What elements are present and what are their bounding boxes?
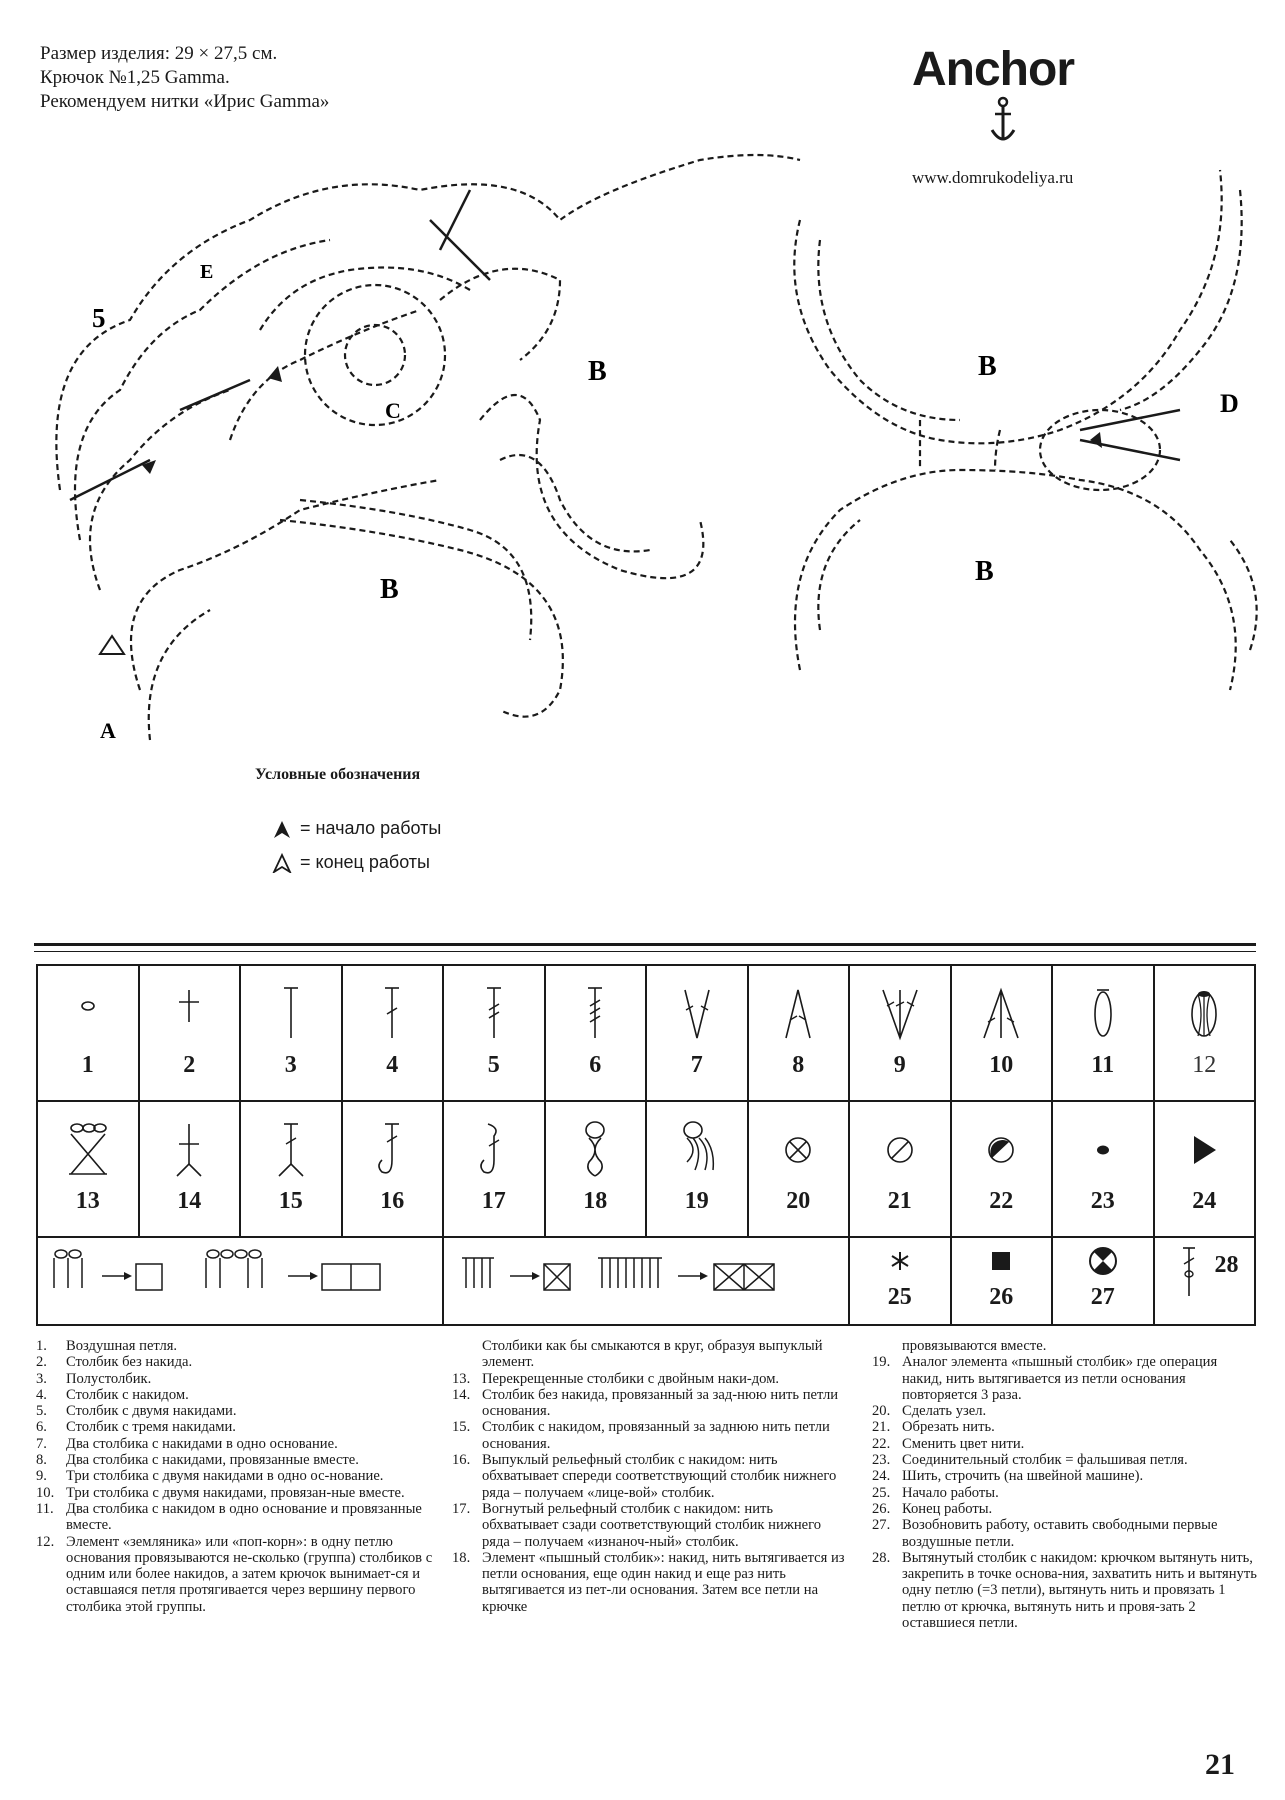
symbol-cell bbox=[952, 966, 1052, 1100]
symbol-number: 8 bbox=[792, 1052, 805, 1078]
symbol-cell bbox=[749, 966, 849, 1100]
description-number: 20. bbox=[872, 1403, 891, 1420]
description-number: 12. bbox=[36, 1533, 55, 1550]
symbol-number: 13 bbox=[75, 1188, 100, 1214]
end-square-icon bbox=[986, 1246, 1016, 1276]
symbol-cell bbox=[749, 1102, 849, 1236]
label-e: E bbox=[200, 261, 214, 283]
description-text: Аналог элемента «пышный столбик» где операция накид, нить вытягивается из петли основания повторяется 3 раза. bbox=[902, 1354, 1218, 1403]
description-number: 1. bbox=[36, 1338, 47, 1354]
info-size: Размер изделия: 29 × 27,5 см. bbox=[40, 43, 278, 64]
symbol-cell bbox=[1155, 1102, 1255, 1236]
description-text: Столбик с тремя накидами. bbox=[66, 1419, 236, 1436]
description-item bbox=[36, 1371, 436, 1387]
description-number: 24. bbox=[872, 1468, 891, 1485]
legend-title: Условные обозначения bbox=[255, 766, 421, 783]
col3-continuation: провязываются вместе. bbox=[902, 1338, 1047, 1354]
half-double-icon bbox=[271, 984, 311, 1044]
col2-continuation: Столбики как бы смыкаются в круг, образуя выпуклый элемент. bbox=[482, 1338, 823, 1371]
decrease-3-icon bbox=[978, 984, 1024, 1044]
double-treble-icon bbox=[575, 984, 615, 1044]
descriptions-col3 bbox=[872, 1338, 1257, 1631]
description-number: 22. bbox=[872, 1435, 891, 1452]
brand-logo: Anchor bbox=[912, 43, 1074, 96]
description-text: Два столбика с накидами, провязанные вместе. bbox=[66, 1452, 359, 1469]
block-1-2-legend bbox=[37, 1237, 443, 1325]
back-post-icon bbox=[474, 1120, 514, 1180]
description-text: Возобновить работу, оставить свободными первые воздушные петли. bbox=[902, 1517, 1218, 1550]
symbol-cell bbox=[850, 966, 950, 1100]
symbol-cell bbox=[38, 1102, 138, 1236]
description-item bbox=[36, 1354, 436, 1370]
symbol-number: 21 bbox=[887, 1188, 912, 1214]
description-text: Полустолбик. bbox=[66, 1370, 152, 1387]
symbol-number: 15 bbox=[278, 1188, 303, 1214]
slip-stitch-icon bbox=[1083, 1120, 1123, 1180]
divider-thin bbox=[34, 951, 1256, 952]
double-crochet-icon bbox=[372, 984, 412, 1044]
description-number: 26. bbox=[872, 1500, 891, 1517]
description-item bbox=[872, 1354, 1257, 1403]
v-stitch-icon bbox=[677, 984, 717, 1044]
puff-stitch-icon bbox=[575, 1120, 615, 1180]
puff-stitch-3-icon bbox=[675, 1120, 719, 1180]
symbol-cell bbox=[952, 1102, 1052, 1236]
back-loop-dc-icon bbox=[271, 1120, 311, 1180]
description-text: Два столбика с накидом в одно основание и провязанные вместе. bbox=[66, 1500, 422, 1534]
description-item bbox=[872, 1436, 1257, 1452]
start-arrow-icon bbox=[272, 819, 292, 839]
description-number: 5. bbox=[36, 1403, 47, 1420]
description-item bbox=[36, 1419, 436, 1435]
legend-end-label: = конец работы bbox=[300, 852, 430, 872]
description-number: 15. bbox=[452, 1419, 471, 1436]
symbol-number: 16 bbox=[380, 1188, 405, 1214]
crochet-diagram bbox=[0, 130, 1285, 810]
extended-dc-icon bbox=[1175, 1244, 1209, 1304]
block-filled-icon bbox=[446, 1238, 846, 1308]
description-item bbox=[872, 1468, 1257, 1484]
description-number: 4. bbox=[36, 1386, 47, 1403]
symbol-cell-27 bbox=[1052, 1237, 1154, 1325]
description-number: 8. bbox=[36, 1452, 47, 1469]
symbol-cell-25 bbox=[849, 1237, 951, 1325]
description-item bbox=[36, 1436, 436, 1452]
popcorn-icon bbox=[1184, 984, 1224, 1044]
symbol-table bbox=[36, 964, 1256, 1326]
symbol-cell bbox=[241, 1102, 341, 1236]
symbol-number: 12 bbox=[1192, 1052, 1217, 1078]
decrease-2-icon bbox=[778, 984, 818, 1044]
symbol-cell bbox=[1053, 1102, 1153, 1236]
symbol-number: 20 bbox=[786, 1188, 811, 1214]
description-number: 18. bbox=[452, 1549, 471, 1566]
description-number: 19. bbox=[872, 1354, 891, 1371]
label-5: 5 bbox=[92, 303, 106, 333]
description-item bbox=[36, 1468, 436, 1484]
end-arrow-icon bbox=[272, 853, 292, 873]
symbol-number: 17 bbox=[481, 1188, 506, 1214]
description-text: Столбик с накидом. bbox=[66, 1386, 189, 1403]
description-number: 9. bbox=[36, 1468, 47, 1485]
description-text: Воздушная петля. bbox=[66, 1338, 178, 1354]
description-text: Два столбика с накидами в одно основание. bbox=[66, 1435, 338, 1452]
description-text: Соединительный столбик = фальшивая петля. bbox=[902, 1452, 1188, 1469]
symbol-cell bbox=[1053, 966, 1153, 1100]
sew-icon bbox=[1184, 1120, 1224, 1180]
treble-crochet-icon bbox=[474, 984, 514, 1044]
cut-thread-icon bbox=[880, 1120, 920, 1180]
symbol-number: 24 bbox=[1192, 1188, 1217, 1214]
description-number: 21. bbox=[872, 1419, 891, 1436]
symbol-cell bbox=[140, 1102, 240, 1236]
resume-work-icon bbox=[1086, 1244, 1120, 1278]
symbol-cell bbox=[444, 966, 544, 1100]
symbol-number: 9 bbox=[893, 1052, 906, 1078]
description-item bbox=[452, 1452, 852, 1501]
description-item bbox=[872, 1403, 1257, 1419]
description-text: Сделать узел. bbox=[902, 1403, 987, 1420]
divider-thick bbox=[34, 943, 1256, 946]
description-number: 23. bbox=[872, 1452, 891, 1469]
description-text: Выпуклый рельефный столбик с накидом: нить обхватывает спереди соответствующий столбик нижнего ряда – получаем «лице-вой» столбик. bbox=[482, 1452, 837, 1501]
symbol-number: 14 bbox=[177, 1188, 202, 1214]
description-text: Перекрещенные столбики с двойным наки-дом. bbox=[482, 1370, 780, 1387]
description-number: 13. bbox=[452, 1370, 471, 1387]
symbol-number: 18 bbox=[583, 1188, 608, 1214]
symbol-cell bbox=[140, 966, 240, 1100]
symbol-cell bbox=[546, 1102, 646, 1236]
info-hook: Крючок №1,25 Gamma. bbox=[40, 67, 230, 88]
symbol-cell bbox=[343, 1102, 443, 1236]
symbol-number: 7 bbox=[690, 1052, 703, 1078]
symbol-number: 6 bbox=[589, 1052, 602, 1078]
symbol-cell bbox=[546, 966, 646, 1100]
legend-start-label: = начало работы bbox=[300, 818, 442, 838]
back-loop-sc-icon bbox=[169, 1120, 209, 1180]
label-a: A bbox=[100, 718, 116, 743]
symbol-number: 10 bbox=[989, 1052, 1014, 1078]
descriptions-col2 bbox=[452, 1338, 852, 1615]
symbol-cell bbox=[850, 1102, 950, 1236]
description-number: 3. bbox=[36, 1370, 47, 1387]
description-number: 7. bbox=[36, 1435, 47, 1452]
symbol-number: 3 bbox=[284, 1052, 297, 1078]
description-text: Столбик без накида. bbox=[66, 1354, 193, 1371]
project-info bbox=[40, 42, 329, 114]
description-item bbox=[36, 1387, 436, 1403]
start-star-icon bbox=[885, 1246, 915, 1276]
description-text: Начало работы. bbox=[902, 1484, 999, 1501]
description-number: 11. bbox=[36, 1500, 54, 1517]
label-b-right-lower: B bbox=[975, 556, 994, 587]
description-item bbox=[36, 1534, 436, 1615]
description-item bbox=[872, 1452, 1257, 1468]
description-text: Сменить цвет нити. bbox=[902, 1435, 1025, 1452]
front-post-icon bbox=[372, 1120, 412, 1180]
description-number: 27. bbox=[872, 1517, 891, 1534]
description-number: 6. bbox=[36, 1419, 47, 1436]
description-item bbox=[36, 1403, 436, 1419]
symbol-cell-28 bbox=[1154, 1237, 1256, 1325]
description-item bbox=[872, 1517, 1257, 1550]
description-text: Шить, строчить (на швейной машине). bbox=[902, 1468, 1144, 1485]
description-item bbox=[36, 1485, 436, 1501]
symbol-cell bbox=[1155, 966, 1255, 1100]
info-yarn: Рекомендуем нитки «Ирис Gamma» bbox=[40, 91, 330, 112]
symbol-number: 4 bbox=[386, 1052, 399, 1078]
symbol-cell bbox=[38, 966, 138, 1100]
description-item bbox=[872, 1419, 1257, 1435]
description-number: 2. bbox=[36, 1354, 47, 1371]
symbol-number: 26 bbox=[989, 1284, 1014, 1310]
description-item bbox=[452, 1419, 852, 1452]
symbol-number: 25 bbox=[887, 1284, 912, 1310]
symbol-cell-26 bbox=[951, 1237, 1053, 1325]
description-text: Элемент «пышный столбик»: накид, нить вытягивается из петли основания, еще один накид и еще раз нить вытягивается из пет-ли основания. Затем все петли на крючке bbox=[482, 1549, 845, 1615]
chain-stitch-icon bbox=[68, 984, 108, 1034]
description-text: Вогнутый рельефный столбик с накидом: нить обхватывает сзади соответствующий столбик нижнего ряда – получаем «изнаноч-ный» столбик. bbox=[482, 1500, 822, 1550]
description-text: Три столбика с двумя накидами, провязан-ные вместе. bbox=[66, 1484, 405, 1501]
description-number: 14. bbox=[452, 1386, 471, 1403]
symbol-number: 19 bbox=[684, 1188, 709, 1214]
label-b-left-upper: B bbox=[588, 356, 607, 387]
label-c: C bbox=[385, 398, 401, 423]
description-text: Обрезать нить. bbox=[902, 1419, 995, 1436]
description-number: 17. bbox=[452, 1500, 471, 1517]
description-number: 28. bbox=[872, 1549, 891, 1566]
description-item bbox=[452, 1371, 852, 1387]
description-text: Конец работы. bbox=[902, 1500, 993, 1517]
description-number: 25. bbox=[872, 1484, 891, 1501]
single-crochet-icon bbox=[169, 984, 209, 1034]
symbol-number: 23 bbox=[1090, 1188, 1115, 1214]
symbol-cell bbox=[647, 966, 747, 1100]
symbol-cell bbox=[444, 1102, 544, 1236]
symbol-number: 11 bbox=[1091, 1052, 1115, 1078]
description-item bbox=[872, 1501, 1257, 1517]
symbol-number: 28 bbox=[1214, 1252, 1239, 1278]
three-in-one-icon bbox=[877, 984, 923, 1044]
description-item bbox=[872, 1485, 1257, 1501]
cluster-icon bbox=[1083, 984, 1123, 1044]
legend-start bbox=[272, 818, 441, 839]
website-url: www.domrukodeliya.ru bbox=[912, 168, 1074, 187]
description-text: Элемент «земляника» или «поп-корн»: в одну петлю основания провязываются не-сколько (группа) столбиков с одним или более накидов, а затем крючок вынимает-ся и оставшаяся петля протягивается через вершину первого столбика этой группы. bbox=[66, 1533, 433, 1615]
symbol-number: 22 bbox=[989, 1188, 1014, 1214]
description-text: Вытянутый столбик с накидом: крючком вытянуть нить, закрепить в точке основа-ния, захватить нить и вытянуть одну петлю (=3 петли), вытянуть нить и провязать 1 петлю от крючка, вытянуть нить и провя-зать 2 оставшиеся петли. bbox=[902, 1549, 1257, 1632]
description-text: Столбик без накида, провязанный за зад-нюю нить петли основания. bbox=[482, 1386, 839, 1420]
symbol-cell bbox=[343, 966, 443, 1100]
symbol-cell bbox=[647, 1102, 747, 1236]
symbol-cell bbox=[241, 966, 341, 1100]
legend-end bbox=[272, 852, 430, 873]
symbol-number: 1 bbox=[81, 1052, 94, 1078]
block-equivalence-icon bbox=[40, 1238, 440, 1308]
label-b-left-lower: B bbox=[380, 574, 399, 605]
crossed-stitch-icon bbox=[63, 1120, 113, 1180]
label-d: D bbox=[1220, 389, 1239, 418]
description-text: Столбик с двумя накидами. bbox=[66, 1403, 237, 1420]
knot-icon bbox=[778, 1120, 818, 1180]
description-item bbox=[36, 1452, 436, 1468]
symbol-number: 27 bbox=[1090, 1284, 1115, 1310]
block-3-4-legend bbox=[443, 1237, 849, 1325]
description-number: 16. bbox=[452, 1452, 471, 1469]
descriptions-col1 bbox=[36, 1338, 436, 1615]
description-item bbox=[452, 1501, 852, 1550]
description-number: 10. bbox=[36, 1484, 55, 1501]
change-color-icon bbox=[981, 1120, 1021, 1180]
symbol-number: 5 bbox=[487, 1052, 500, 1078]
description-text: Столбик с накидом, провязанный за заднюю нить петли основания. bbox=[482, 1419, 830, 1452]
description-item bbox=[452, 1387, 852, 1420]
description-item bbox=[872, 1550, 1257, 1631]
symbol-number: 2 bbox=[183, 1052, 196, 1078]
description-item bbox=[36, 1338, 436, 1354]
description-text: Три столбика с двумя накидами в одно ос-нование. bbox=[66, 1468, 384, 1485]
label-b-right-upper: B bbox=[978, 351, 997, 382]
description-item bbox=[452, 1550, 852, 1615]
description-item bbox=[36, 1501, 436, 1534]
page-number: 21 bbox=[1205, 1748, 1235, 1781]
